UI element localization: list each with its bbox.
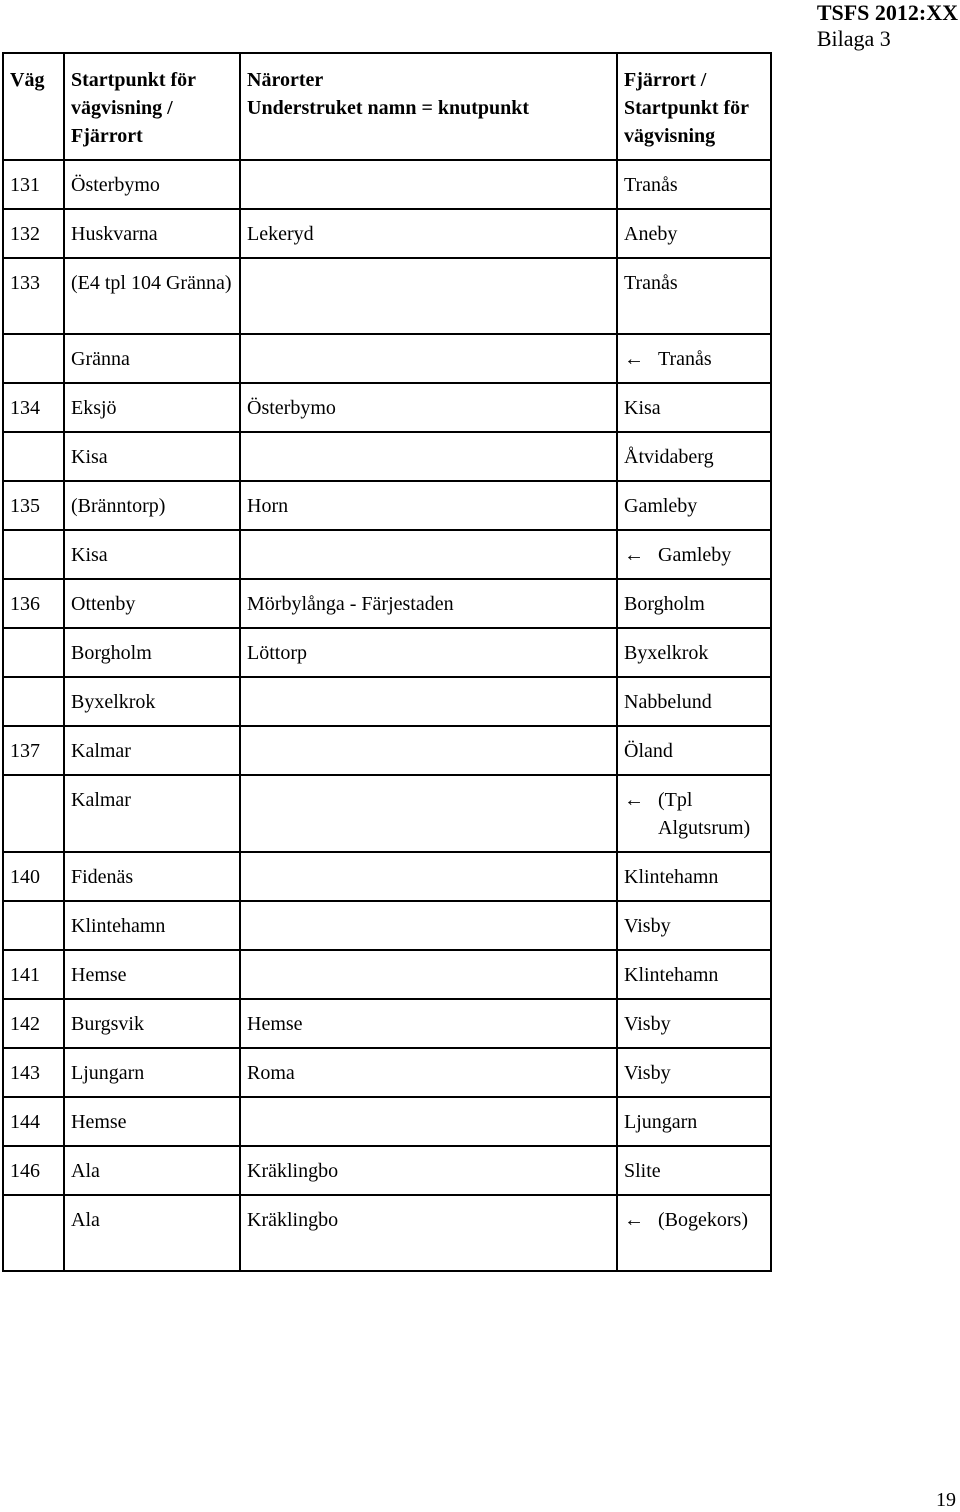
local-places-cell: Österbymo	[240, 383, 617, 432]
header-local-line2: Understruket namn = knutpunkt	[247, 97, 530, 119]
destination-cell: Ljungarn	[617, 1097, 771, 1146]
table-row	[3, 677, 771, 726]
destination-cell: Visby	[617, 1048, 771, 1097]
destination-text: Gamleby	[658, 544, 732, 566]
destination-cell	[617, 1195, 771, 1271]
destination-cell	[617, 334, 771, 383]
start-point-cell: Ljungarn	[64, 1048, 240, 1097]
table-row	[3, 530, 771, 579]
local-places-cell: Lekeryd	[240, 209, 617, 258]
table-row	[3, 209, 771, 258]
road-number-cell	[3, 677, 64, 726]
start-point-cell: Huskvarna	[64, 209, 240, 258]
table-row	[3, 1195, 771, 1271]
road-number-cell: 136	[3, 579, 64, 628]
destination-cell: Åtvidaberg	[617, 432, 771, 481]
header-local-line1: Närorter	[247, 69, 324, 91]
local-places-cell	[240, 1097, 617, 1146]
road-number-cell	[3, 432, 64, 481]
table-row	[3, 432, 771, 481]
road-number-cell	[3, 901, 64, 950]
road-number-cell: 144	[3, 1097, 64, 1146]
arrow-left-icon: ←	[624, 789, 644, 811]
start-point-cell: Österbymo	[64, 160, 240, 209]
local-places-cell: Roma	[240, 1048, 617, 1097]
start-point-cell: Eksjö	[64, 383, 240, 432]
page-number: 19	[936, 1489, 956, 1511]
local-places-cell	[240, 160, 617, 209]
local-places-cell	[240, 432, 617, 481]
local-places-cell	[240, 258, 617, 334]
table-row	[3, 160, 771, 209]
destination-cell: Tranås	[617, 160, 771, 209]
start-point-cell: Hemse	[64, 950, 240, 999]
local-places-cell	[240, 901, 617, 950]
destination-cell: Slite	[617, 1146, 771, 1195]
road-number-cell	[3, 775, 64, 852]
table-row	[3, 481, 771, 530]
appendix-label: Bilaga 3	[816, 26, 891, 51]
destination-cell: Klintehamn	[617, 852, 771, 901]
local-places-cell: Löttorp	[240, 628, 617, 677]
table-row	[3, 383, 771, 432]
table-row	[3, 628, 771, 677]
local-places-cell: Kräklingbo	[240, 1146, 617, 1195]
local-places-cell	[240, 852, 617, 901]
start-point-cell: (E4 tpl 104 Gränna)	[64, 258, 240, 334]
destination-cell	[617, 530, 771, 579]
destination-cell: Visby	[617, 999, 771, 1048]
destination-cell: Öland	[617, 726, 771, 775]
document-id	[817, 0, 958, 52]
local-places-cell: Mörbylånga - Färjestaden	[240, 579, 617, 628]
header-start: Startpunkt för vägvisning / Fjärrort	[64, 53, 240, 160]
table-row	[3, 950, 771, 999]
route-signage-table	[2, 52, 772, 1272]
destination-cell: Klintehamn	[617, 950, 771, 999]
road-number-cell: 133	[3, 258, 64, 334]
destination-text: (Tpl Algutsrum)	[658, 789, 751, 839]
road-number-cell: 140	[3, 852, 64, 901]
start-point-cell: Ala	[64, 1146, 240, 1195]
destination-text: (Bogekors)	[658, 1209, 748, 1231]
local-places-cell	[240, 530, 617, 579]
start-point-cell: Kalmar	[64, 775, 240, 852]
table-row	[3, 999, 771, 1048]
table-row	[3, 726, 771, 775]
document-code: TSFS 2012:XX	[816, 0, 958, 25]
start-point-cell: Byxelkrok	[64, 677, 240, 726]
local-places-cell: Hemse	[240, 999, 617, 1048]
start-point-cell: Kalmar	[64, 726, 240, 775]
road-number-cell	[3, 1195, 64, 1271]
destination-cell: Nabbelund	[617, 677, 771, 726]
road-number-cell	[3, 334, 64, 383]
destination-cell: Kisa	[617, 383, 771, 432]
start-point-cell: Kisa	[64, 530, 240, 579]
start-point-cell: Hemse	[64, 1097, 240, 1146]
start-point-cell: (Bränntorp)	[64, 481, 240, 530]
road-number-cell: 131	[3, 160, 64, 209]
table-row	[3, 579, 771, 628]
table-row	[3, 1146, 771, 1195]
header-dest: Fjärrort / Startpunkt för vägvisning	[617, 53, 771, 160]
road-number-cell: 134	[3, 383, 64, 432]
header-local	[240, 53, 617, 160]
start-point-cell: Ala	[64, 1195, 240, 1271]
start-point-cell: Borgholm	[64, 628, 240, 677]
destination-cell: Aneby	[617, 209, 771, 258]
destination-text: Tranås	[658, 348, 712, 370]
road-number-cell	[3, 628, 64, 677]
local-places-cell	[240, 775, 617, 852]
road-number-cell: 143	[3, 1048, 64, 1097]
destination-cell: Visby	[617, 901, 771, 950]
arrow-left-icon: ←	[624, 1209, 644, 1231]
road-number-cell	[3, 530, 64, 579]
table-row	[3, 775, 771, 852]
destination-cell: Byxelkrok	[617, 628, 771, 677]
road-number-cell: 142	[3, 999, 64, 1048]
start-point-cell: Gränna	[64, 334, 240, 383]
road-number-cell: 135	[3, 481, 64, 530]
start-point-cell: Kisa	[64, 432, 240, 481]
road-number-cell: 137	[3, 726, 64, 775]
local-places-cell	[240, 334, 617, 383]
arrow-left-icon: ←	[624, 544, 644, 566]
road-number-cell: 141	[3, 950, 64, 999]
table-row	[3, 901, 771, 950]
road-number-cell: 146	[3, 1146, 64, 1195]
local-places-cell: Kräklingbo	[240, 1195, 617, 1271]
arrow-left-icon: ←	[624, 348, 644, 370]
table-row	[3, 852, 771, 901]
local-places-cell	[240, 950, 617, 999]
start-point-cell: Ottenby	[64, 579, 240, 628]
start-point-cell: Fidenäs	[64, 852, 240, 901]
local-places-cell: Horn	[240, 481, 617, 530]
start-point-cell: Klintehamn	[64, 901, 240, 950]
table-row	[3, 258, 771, 334]
road-number-cell: 132	[3, 209, 64, 258]
table-header-row	[3, 53, 771, 160]
destination-cell: Gamleby	[617, 481, 771, 530]
header-road: Väg	[3, 53, 64, 160]
start-point-cell: Burgsvik	[64, 999, 240, 1048]
table-row	[3, 1097, 771, 1146]
destination-cell	[617, 775, 771, 852]
table-row	[3, 334, 771, 383]
destination-cell: Tranås	[617, 258, 771, 334]
table-body	[3, 160, 771, 1271]
local-places-cell	[240, 677, 617, 726]
table-row	[3, 1048, 771, 1097]
local-places-cell	[240, 726, 617, 775]
destination-cell: Borgholm	[617, 579, 771, 628]
